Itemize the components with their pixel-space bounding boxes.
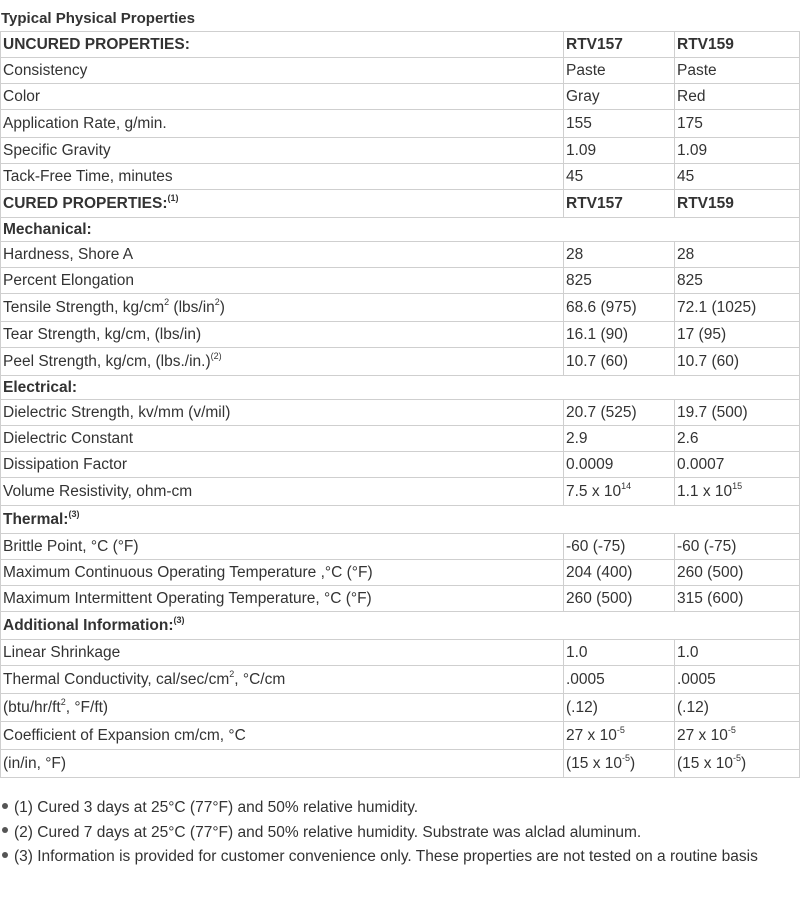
value-rtv157 xyxy=(564,722,675,750)
superscript: (2) xyxy=(210,350,222,361)
label-text: Dielectric Strength, kv/mm (v/mil) xyxy=(3,403,231,421)
property-row xyxy=(1,84,800,110)
section-row xyxy=(1,218,800,242)
label-text: Volume Resistivity, ohm-cm xyxy=(3,482,193,500)
property-row xyxy=(1,400,800,426)
value-rtv159: Red xyxy=(675,84,800,110)
group-header-label xyxy=(1,32,564,58)
bullet-icon xyxy=(2,803,8,809)
property-label xyxy=(1,348,564,376)
label-text: Dielectric Constant xyxy=(3,429,134,447)
label-text: Maximum Continuous Operating Temperature ,°C (°F) xyxy=(3,563,373,581)
value-rtv159: 45 xyxy=(675,164,800,190)
value-rtv157: Paste xyxy=(564,58,675,84)
value-rtv159: 17 (95) xyxy=(675,322,800,348)
value-rtv157: 825 xyxy=(564,268,675,294)
property-row xyxy=(1,242,800,268)
value-rtv157: 16.1 (90) xyxy=(564,322,675,348)
value-rtv159: .0005 xyxy=(675,666,800,694)
value-rtv159: 10.7 (60) xyxy=(675,348,800,376)
value-rtv157: .0005 xyxy=(564,666,675,694)
text-fragment: 7.5 x 10 xyxy=(566,482,622,500)
text-fragment: , °C/cm xyxy=(234,670,286,688)
text-fragment: , °F/ft) xyxy=(65,698,109,716)
footnote-text: (1) Cured 3 days at 25°C (77°F) and 50% relative humidity. xyxy=(14,799,419,816)
label-text: Tack-Free Time, minutes xyxy=(3,167,173,185)
label-text: Mechanical: xyxy=(3,220,92,238)
property-label xyxy=(1,586,564,612)
section-row xyxy=(1,376,800,400)
property-row xyxy=(1,138,800,164)
property-label xyxy=(1,84,564,110)
property-row xyxy=(1,722,800,750)
property-row xyxy=(1,58,800,84)
property-label xyxy=(1,666,564,694)
label-text: Electrical: xyxy=(3,378,78,396)
footnotes-list xyxy=(0,796,796,870)
value-rtv159: -60 (-75) xyxy=(675,534,800,560)
section-label xyxy=(1,376,800,400)
value-rtv159: 175 xyxy=(675,110,800,138)
superscript: 15 xyxy=(732,480,743,491)
property-label xyxy=(1,694,564,722)
text-fragment: (btu/hr/ft xyxy=(3,698,61,716)
section-label xyxy=(1,218,800,242)
label-text: Brittle Point, °C (°F) xyxy=(3,537,139,555)
property-row xyxy=(1,452,800,478)
property-label xyxy=(1,640,564,666)
properties-table-body xyxy=(1,32,800,778)
properties-table xyxy=(0,31,800,778)
footnote-text: (3) Information is provided for customer convenience only. These properties are not tested on a routine basis xyxy=(14,848,758,865)
value-rtv159 xyxy=(675,750,800,778)
value-rtv157: 155 xyxy=(564,110,675,138)
value-rtv157: 260 (500) xyxy=(564,586,675,612)
property-label xyxy=(1,426,564,452)
section-label xyxy=(1,506,800,534)
label-text: Percent Elongation xyxy=(3,271,134,289)
bullet-icon xyxy=(2,827,8,833)
label-text: Specific Gravity xyxy=(3,141,111,159)
property-label xyxy=(1,322,564,348)
superscript: -5 xyxy=(616,724,625,735)
superscript: 2 xyxy=(229,668,235,679)
value-rtv159 xyxy=(675,722,800,750)
value-rtv157: -60 (-75) xyxy=(564,534,675,560)
text-fragment: Peel Strength, kg/cm, (lbs./in.) xyxy=(3,352,211,370)
label-text: Consistency xyxy=(3,61,88,79)
property-row xyxy=(1,640,800,666)
property-label xyxy=(1,722,564,750)
property-label xyxy=(1,110,564,138)
property-row xyxy=(1,322,800,348)
value-rtv157: (.12) xyxy=(564,694,675,722)
page-title: Typical Physical Properties xyxy=(1,10,195,27)
column-header-rtv157: RTV157 xyxy=(564,32,675,58)
value-rtv157: 20.7 (525) xyxy=(564,400,675,426)
property-label xyxy=(1,478,564,506)
label-text: Coefficient of Expansion cm/cm, °C xyxy=(3,726,246,744)
column-header-rtv159: RTV159 xyxy=(675,190,800,218)
property-row xyxy=(1,426,800,452)
value-rtv159: Paste xyxy=(675,58,800,84)
footnote-item xyxy=(0,845,796,870)
section-row xyxy=(1,506,800,534)
property-label xyxy=(1,452,564,478)
text-fragment: ) xyxy=(219,298,225,316)
label-text: Tear Strength, kg/cm, (lbs/in) xyxy=(3,325,202,343)
property-row xyxy=(1,348,800,376)
label-text: Hardness, Shore A xyxy=(3,245,134,263)
footnote-ref: (3) xyxy=(68,508,80,519)
property-label xyxy=(1,58,564,84)
label-text: Application Rate, g/min. xyxy=(3,114,167,132)
value-rtv157 xyxy=(564,478,675,506)
value-rtv159: 1.0 xyxy=(675,640,800,666)
label-text: Additional Information: xyxy=(3,616,174,634)
property-label xyxy=(1,268,564,294)
value-rtv159: 72.1 (1025) xyxy=(675,294,800,322)
text-fragment: (15 x 10 xyxy=(566,754,623,772)
value-rtv157: 204 (400) xyxy=(564,560,675,586)
group-header-label xyxy=(1,190,564,218)
property-label xyxy=(1,138,564,164)
label-text: Thermal: xyxy=(3,510,69,528)
text-fragment: (lbs/in xyxy=(169,298,215,316)
bullet-icon xyxy=(2,852,8,858)
footnote-item xyxy=(0,796,796,821)
column-header-rtv159: RTV159 xyxy=(675,32,800,58)
value-rtv157: 28 xyxy=(564,242,675,268)
property-label xyxy=(1,164,564,190)
value-rtv159: 2.6 xyxy=(675,426,800,452)
group-header-row xyxy=(1,32,800,58)
property-row xyxy=(1,666,800,694)
text-fragment: 27 x 10 xyxy=(566,726,617,744)
property-row xyxy=(1,110,800,138)
value-rtv157: 2.9 xyxy=(564,426,675,452)
property-label xyxy=(1,750,564,778)
footnote-ref: (3) xyxy=(173,614,185,625)
property-label xyxy=(1,294,564,322)
superscript: 2 xyxy=(60,696,66,707)
property-label xyxy=(1,242,564,268)
property-label xyxy=(1,560,564,586)
value-rtv159: 28 xyxy=(675,242,800,268)
value-rtv159: 0.0007 xyxy=(675,452,800,478)
value-rtv159 xyxy=(675,478,800,506)
text-fragment: 1.1 x 10 xyxy=(677,482,733,500)
property-row xyxy=(1,586,800,612)
superscript: -5 xyxy=(733,752,742,763)
property-row xyxy=(1,534,800,560)
property-row xyxy=(1,694,800,722)
value-rtv157: 1.09 xyxy=(564,138,675,164)
property-row xyxy=(1,268,800,294)
label-text: Linear Shrinkage xyxy=(3,643,121,661)
value-rtv159: 315 (600) xyxy=(675,586,800,612)
value-rtv159: (.12) xyxy=(675,694,800,722)
value-rtv159: 825 xyxy=(675,268,800,294)
value-rtv157: 68.6 (975) xyxy=(564,294,675,322)
property-row xyxy=(1,750,800,778)
value-rtv159: 260 (500) xyxy=(675,560,800,586)
superscript: 2 xyxy=(214,296,220,307)
value-rtv157 xyxy=(564,750,675,778)
label-text: Maximum Intermittent Operating Temperature, °C (°F) xyxy=(3,589,372,607)
superscript: -5 xyxy=(727,724,736,735)
property-row xyxy=(1,294,800,322)
property-label xyxy=(1,400,564,426)
text-fragment: ) xyxy=(630,754,636,772)
superscript: 2 xyxy=(164,296,170,307)
property-row xyxy=(1,478,800,506)
footnote-text: (2) Cured 7 days at 25°C (77°F) and 50% relative humidity. Substrate was alclad aluminum. xyxy=(14,823,642,841)
superscript: -5 xyxy=(622,752,631,763)
label-text: Dissipation Factor xyxy=(3,455,128,473)
text-fragment: 27 x 10 xyxy=(677,726,728,744)
value-rtv157: 0.0009 xyxy=(564,452,675,478)
value-rtv157: 10.7 (60) xyxy=(564,348,675,376)
superscript: 14 xyxy=(621,480,632,491)
text-fragment: (15 x 10 xyxy=(677,754,734,772)
value-rtv157: 1.0 xyxy=(564,640,675,666)
section-row xyxy=(1,612,800,640)
property-row xyxy=(1,164,800,190)
text-fragment: ) xyxy=(741,754,747,772)
text-fragment: Tensile Strength, kg/cm xyxy=(3,298,165,316)
label-text: CURED PROPERTIES: xyxy=(3,194,168,212)
label-text: (in/in, °F) xyxy=(3,754,67,772)
value-rtv157: Gray xyxy=(564,84,675,110)
property-label xyxy=(1,534,564,560)
text-fragment: Thermal Conductivity, cal/sec/cm xyxy=(3,670,230,688)
footnote-item xyxy=(0,821,796,846)
value-rtv157: 45 xyxy=(564,164,675,190)
label-text: Color xyxy=(3,87,41,105)
property-row xyxy=(1,560,800,586)
label-text: UNCURED PROPERTIES: xyxy=(3,35,190,53)
group-header-row xyxy=(1,190,800,218)
footnote-ref: (1) xyxy=(167,192,179,203)
value-rtv159: 1.09 xyxy=(675,138,800,164)
value-rtv159: 19.7 (500) xyxy=(675,400,800,426)
section-label xyxy=(1,612,800,640)
column-header-rtv157: RTV157 xyxy=(564,190,675,218)
